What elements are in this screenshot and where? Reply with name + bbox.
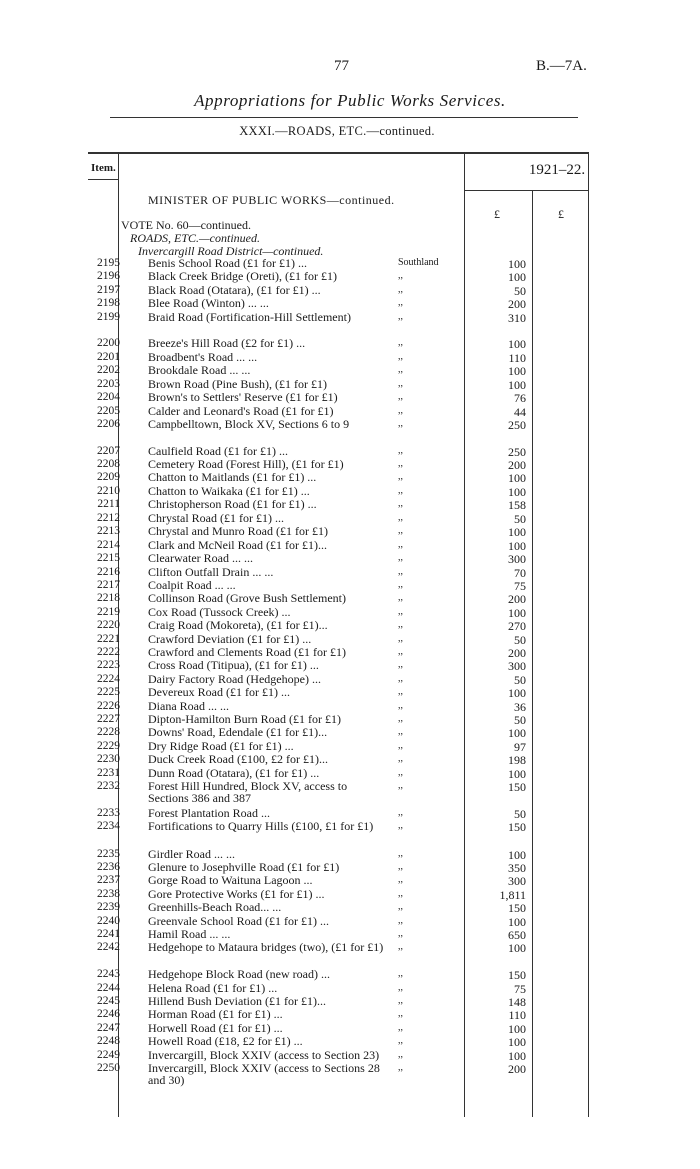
district-name: ,, (398, 874, 403, 885)
district-name: ,, (398, 552, 403, 563)
district-name: ,, (398, 982, 403, 993)
amount-value: 200 (508, 646, 526, 660)
amount-value: 100 (508, 606, 526, 620)
district-name: ,, (398, 726, 403, 737)
amount-value: 44 (514, 405, 526, 419)
district-name: ,, (398, 378, 403, 389)
amount-value: 300 (508, 874, 526, 888)
item-number: 2228 (97, 726, 120, 738)
amount-value: 100 (508, 915, 526, 929)
item-description: Hamil Road ... ... (148, 927, 231, 941)
amount-value: 50 (514, 512, 526, 526)
amount-value: 36 (514, 700, 526, 714)
item-description: Cemetery Road (Forest Hill), (£1 for £1) (148, 457, 344, 471)
amount-value: 310 (508, 311, 526, 325)
amount-value: 110 (508, 1008, 526, 1022)
amount-value: 100 (508, 1022, 526, 1036)
amount-value: 150 (508, 901, 526, 915)
item-description: Forest Plantation Road ... (148, 806, 270, 820)
district-name: ,, (398, 740, 403, 751)
item-number: 2217 (97, 579, 120, 591)
item-description: Gore Protective Works (£1 for £1) ... (148, 887, 325, 901)
item-number: 2198 (97, 297, 120, 309)
amount-value: 100 (508, 1049, 526, 1063)
amount-value: 100 (508, 726, 526, 740)
pound-symbol-left: £ (494, 207, 500, 221)
district-name: Southland (398, 257, 439, 268)
amount-value: 300 (508, 552, 526, 566)
amount-value: 100 (508, 1035, 526, 1049)
item-number: 2215 (97, 552, 120, 564)
item-number: 2220 (97, 619, 120, 631)
district-name: ,, (398, 901, 403, 912)
district-name: ,, (398, 646, 403, 657)
amount-value: 200 (508, 297, 526, 311)
item-number: 2203 (97, 378, 120, 390)
district-name: ,, (398, 995, 403, 1006)
amount-value: 100 (508, 378, 526, 392)
amount-value: 100 (508, 337, 526, 351)
item-description: Collinson Road (Grove Bush Settlement) (148, 591, 346, 605)
amount-value: 148 (508, 995, 526, 1009)
item-description: Cross Road (Titipua), (£1 for £1) ... (148, 658, 319, 672)
item-number: 2243 (97, 968, 120, 980)
item-description: Howell Road (£18, £2 for £1) ... (148, 1034, 303, 1048)
amount-value: 76 (514, 391, 526, 405)
district-name: ,, (398, 364, 403, 375)
pound-symbol-right: £ (558, 207, 564, 221)
district-name: ,, (398, 606, 403, 617)
item-description: Chrystal Road (£1 for £1) ... (148, 511, 284, 525)
item-number: 2206 (97, 418, 120, 430)
amount-value: 50 (514, 284, 526, 298)
item-description: Black Creek Bridge (Oreti), (£1 for £1) (148, 269, 337, 283)
item-description: Glenure to Josephville Road (£1 for £1) (148, 860, 340, 874)
item-number: 2214 (97, 539, 120, 551)
item-description: Downs' Road, Edendale (£1 for £1)... (148, 725, 328, 739)
amount-value: 100 (508, 525, 526, 539)
item-description: Hedgehope to Mataura bridges (two), (£1 for £1) (148, 940, 384, 954)
district-name: ,, (398, 633, 403, 644)
amount-column-right-divider (588, 152, 589, 1117)
item-number: 2238 (97, 888, 120, 900)
amount-value: 97 (514, 740, 526, 754)
item-description: Campbelltown, Block XV, Sections 6 to 9 (148, 417, 350, 431)
item-header-rule (88, 179, 118, 180)
item-description: Dipton-Hamilton Burn Road (£1 for £1) (148, 712, 341, 726)
item-description: Crawford and Clements Road (£1 for £1) (148, 645, 346, 659)
district-name: ,, (398, 700, 403, 711)
item-number: 2212 (97, 512, 120, 524)
amount-value: 650 (508, 928, 526, 942)
item-description: Devereux Road (£1 for £1) ... (148, 685, 290, 699)
item-description: Invercargill, Block XXIV (access to Section 23) (148, 1048, 380, 1062)
amount-value: 158 (508, 498, 526, 512)
district-name: ,, (398, 1008, 403, 1019)
district-name: ,, (398, 405, 403, 416)
title-divider (110, 117, 578, 118)
amount-value: 270 (508, 619, 526, 633)
item-number: 2211 (97, 498, 120, 510)
district-name: ,, (398, 888, 403, 899)
item-number: 2247 (97, 1022, 120, 1034)
district-name: ,, (398, 780, 403, 791)
item-number: 2222 (97, 646, 120, 658)
district-name: ,, (398, 566, 403, 577)
item-description: Craig Road (Mokoreta), (£1 for £1)... (148, 618, 328, 632)
item-number: 2201 (97, 351, 120, 363)
item-number: 2236 (97, 861, 120, 873)
item-description: Blee Road (Winton) ... ... (148, 296, 269, 310)
district-name: ,, (398, 270, 403, 281)
amount-value: 110 (508, 351, 526, 365)
district-name: ,, (398, 391, 403, 402)
amount-value: 200 (508, 1062, 526, 1076)
year-header-rule (464, 190, 588, 191)
item-description: Brown Road (Pine Bush), (£1 for £1) (148, 377, 327, 391)
vote-heading: VOTE No. 60—continued. (121, 218, 251, 232)
item-description: Hillend Bush Deviation (£1 for £1)... (148, 994, 326, 1008)
district-name: ,, (398, 445, 403, 456)
item-number: 2197 (97, 284, 120, 296)
district-name: ,, (398, 807, 403, 818)
amount-value: 150 (508, 968, 526, 982)
item-number: 2233 (97, 807, 120, 819)
item-description: Benis School Road (£1 for £1) ... (148, 256, 307, 270)
district-name: ,, (398, 1062, 403, 1073)
district-name: ,, (398, 941, 403, 952)
amount-value: 100 (508, 767, 526, 781)
item-number: 2202 (97, 364, 120, 376)
item-number: 2239 (97, 901, 120, 913)
item-number: 2218 (97, 592, 120, 604)
district-name: ,, (398, 767, 403, 778)
district-name: ,, (398, 284, 403, 295)
item-number: 2248 (97, 1035, 120, 1047)
item-description: Duck Creek Road (£100, £2 for £1)... (148, 752, 328, 766)
item-number: 2235 (97, 848, 120, 860)
district-name: ,, (398, 673, 403, 684)
item-description: Brookdale Road ... ... (148, 363, 251, 377)
district-name: ,, (398, 1035, 403, 1046)
district-name: ,, (398, 1022, 403, 1033)
district-name: ,, (398, 928, 403, 939)
district-name: ,, (398, 458, 403, 469)
district-name: ,, (398, 659, 403, 670)
item-description: Greenhills-Beach Road... ... (148, 900, 282, 914)
amount-value: 50 (514, 807, 526, 821)
amount-value: 100 (508, 686, 526, 700)
district-name: ,, (398, 713, 403, 724)
amount-value: 100 (508, 539, 526, 553)
district-name: ,, (398, 861, 403, 872)
district-name: ,, (398, 820, 403, 831)
item-number: 2250 (97, 1062, 120, 1074)
district-name: ,, (398, 539, 403, 550)
district-name: ,, (398, 471, 403, 482)
amount-value: 200 (508, 592, 526, 606)
amount-column-left-divider (464, 152, 465, 1117)
amount-value: 100 (508, 485, 526, 499)
item-description: Black Road (Otatara), (£1 for £1) ... (148, 283, 321, 297)
item-number: 2240 (97, 915, 120, 927)
district-name: ,, (398, 525, 403, 536)
item-description: Chrystal and Munro Road (£1 for £1) (148, 524, 328, 538)
item-number: 2246 (97, 1008, 120, 1020)
district-name: ,, (398, 686, 403, 697)
amount-value: 250 (508, 418, 526, 432)
item-description: Clearwater Road ... ... (148, 551, 253, 565)
item-number: 2209 (97, 471, 120, 483)
item-description: Brown's to Settlers' Reserve (£1 for £1) (148, 390, 338, 404)
item-number: 2225 (97, 686, 120, 698)
district-name: ,, (398, 915, 403, 926)
item-description: Dry Ridge Road (£1 for £1) ... (148, 739, 294, 753)
item-number: 2195 (97, 257, 120, 269)
item-number: 2213 (97, 525, 120, 537)
item-number: 2226 (97, 700, 120, 712)
item-number: 2196 (97, 270, 120, 282)
item-number: 2234 (97, 820, 120, 832)
item-description: Gorge Road to Waituna Lagoon ... (148, 873, 313, 887)
item-description: Coalpit Road ... ... (148, 578, 236, 592)
item-number: 2241 (97, 928, 120, 940)
item-number: 2244 (97, 982, 120, 994)
amount-value: 75 (514, 982, 526, 996)
item-description: Chatton to Waikaka (£1 for £1) ... (148, 484, 310, 498)
item-number: 2221 (97, 633, 120, 645)
item-number: 2232 (97, 780, 120, 792)
item-description: Caulfield Road (£1 for £1) ... (148, 444, 288, 458)
district-name: ,, (398, 311, 403, 322)
amount-value: 50 (514, 713, 526, 727)
item-description: Horman Road (£1 for £1) ... (148, 1007, 283, 1021)
table-top-rule (88, 152, 588, 154)
item-description: Diana Road ... ... (148, 699, 229, 713)
page-reference: B.—7A. (536, 58, 587, 74)
district-name: ,, (398, 297, 403, 308)
item-description: Cox Road (Tussock Creek) ... (148, 605, 291, 619)
district-name: ,, (398, 418, 403, 429)
year-column-heading: 1921–22. (528, 162, 586, 178)
item-number: 2231 (97, 767, 120, 779)
item-number: 2227 (97, 713, 120, 725)
item-description: Greenvale School Road (£1 for £1) ... (148, 914, 329, 928)
item-number: 2224 (97, 673, 120, 685)
district-name: ,, (398, 498, 403, 509)
item-number: 2245 (97, 995, 120, 1007)
item-description: Braid Road (Fortification-Hill Settlement) (148, 310, 351, 324)
item-number: 2200 (97, 337, 120, 349)
amount-value: 100 (508, 257, 526, 271)
item-number: 2204 (97, 391, 120, 403)
item-description: Calder and Leonard's Road (£1 for £1) (148, 404, 334, 418)
amount-value: 300 (508, 659, 526, 673)
item-description: Broadbent's Road ... ... (148, 350, 258, 364)
item-number: 2249 (97, 1049, 120, 1061)
amount-value: 75 (514, 579, 526, 593)
amount-value: 50 (514, 633, 526, 647)
amount-value: 70 (514, 566, 526, 580)
item-column-heading: Item. (91, 162, 116, 174)
minister-heading: MINISTER OF PUBLIC WORKS—continued. (148, 193, 395, 207)
item-description: Dunn Road (Otatara), (£1 for £1) ... (148, 766, 320, 780)
district-name: ,, (398, 337, 403, 348)
page-number: 77 (334, 58, 349, 74)
amount-value: 200 (508, 458, 526, 472)
page-title: Appropriations for Public Works Services. (194, 91, 506, 110)
item-number: 2205 (97, 405, 120, 417)
item-number: 2219 (97, 606, 120, 618)
item-number: 2207 (97, 445, 120, 457)
item-number: 2229 (97, 740, 120, 752)
item-description: Hedgehope Block Road (new road) ... (148, 967, 330, 981)
item-description: Breeze's Hill Road (£2 for £1) ... (148, 336, 306, 350)
amount-value: 100 (508, 364, 526, 378)
amount-column-middle-divider (532, 191, 533, 1117)
item-number: 2210 (97, 485, 120, 497)
amount-value: 100 (508, 270, 526, 284)
amount-value: 100 (508, 941, 526, 955)
district-name: ,, (398, 512, 403, 523)
district-name: ,, (398, 968, 403, 979)
district-name: ,, (398, 485, 403, 496)
item-description: Girdler Road ... ... (148, 847, 235, 861)
item-description: Christopherson Road (£1 for £1) ... (148, 497, 317, 511)
amount-value: 250 (508, 445, 526, 459)
district-name: ,, (398, 848, 403, 859)
item-number: 2230 (97, 753, 120, 765)
item-number: 2199 (97, 311, 120, 323)
amount-value: 150 (508, 780, 526, 794)
item-number: 2208 (97, 458, 120, 470)
amount-value: 50 (514, 673, 526, 687)
item-description: Crawford Deviation (£1 for £1) ... (148, 632, 312, 646)
item-description: Forest Hill Hundred, Block XV, access to Sections 386 and 387 (148, 779, 348, 805)
amount-value: 1,811 (499, 888, 526, 902)
district-name: ,, (398, 579, 403, 590)
amount-value: 350 (508, 861, 526, 875)
item-description: Chatton to Maitlands (£1 for £1) ... (148, 470, 317, 484)
item-description: Clifton Outfall Drain ... ... (148, 565, 274, 579)
amount-value: 100 (508, 471, 526, 485)
item-description: Horwell Road (£1 for £1) ... (148, 1021, 283, 1035)
district-heading: Invercargill Road District—continued. (138, 244, 324, 258)
district-name: ,, (398, 753, 403, 764)
item-number: 2216 (97, 566, 120, 578)
roads-heading: ROADS, ETC.—continued. (130, 231, 260, 245)
amount-value: 150 (508, 820, 526, 834)
district-name: ,, (398, 619, 403, 630)
item-description: Clark and McNeil Road (£1 for £1)... (148, 538, 327, 552)
amount-value: 198 (508, 753, 526, 767)
section-title: XXXI.—ROADS, ETC.—continued. (239, 124, 435, 138)
district-name: ,, (398, 1049, 403, 1060)
district-name: ,, (398, 592, 403, 603)
item-number: 2242 (97, 941, 120, 953)
item-description: Invercargill, Block XXIV (access to Sections 28 and 30) (148, 1061, 380, 1087)
item-description: Helena Road (£1 for £1) ... (148, 981, 278, 995)
amount-value: 100 (508, 848, 526, 862)
item-number: 2237 (97, 874, 120, 886)
district-name: ,, (398, 351, 403, 362)
item-number: 2223 (97, 659, 120, 671)
item-description: Dairy Factory Road (Hedgehope) ... (148, 672, 321, 686)
item-description: Fortifications to Quarry Hills (£100, £1 for £1) (148, 819, 374, 833)
